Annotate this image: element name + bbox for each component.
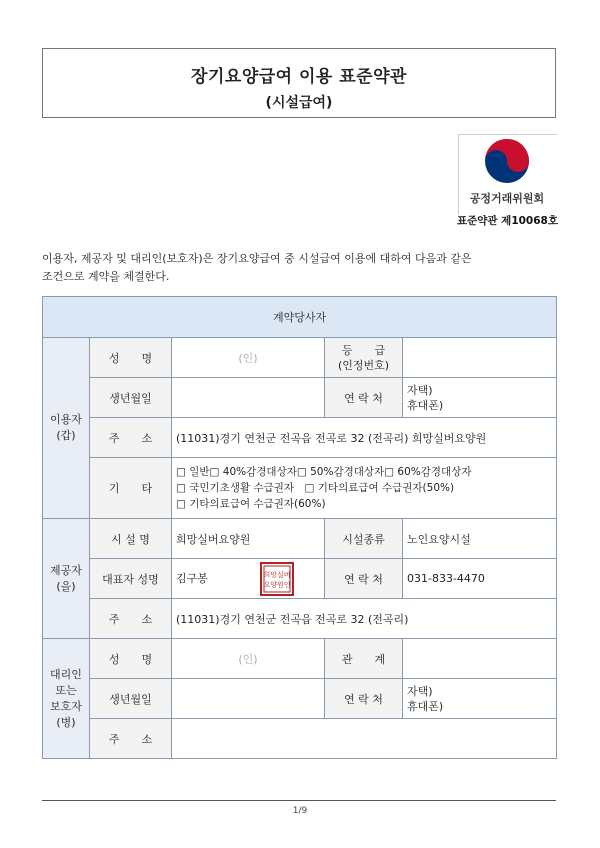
agent-relation-label: 관 계 [325, 639, 403, 679]
footer-divider [42, 800, 556, 801]
agent-birth-field[interactable] [172, 679, 325, 719]
facility-name-field[interactable]: 희망실버요양원 [172, 519, 325, 559]
agent-contact-field[interactable]: 자택) 휴대폰) [403, 679, 557, 719]
user-group-label: 이용자 (갑) [43, 338, 90, 519]
page-number: 1/9 [292, 806, 308, 816]
agent-name-label: 성 명 [90, 639, 172, 679]
agent-contact-label: 연 락 처 [325, 679, 403, 719]
intro-line: 이용자, 제공자 및 대리인(보호자)은 장기요양급여 중 시설급여 이용에 대하여 다음과 같은 [42, 252, 472, 265]
seal-placeholder: (인) [238, 351, 258, 365]
misc-option-line: □ 국민기초생활 수급권자 □ 기타의료급여 수급권자(50%) [176, 482, 455, 494]
agent-address-label: 주 소 [90, 719, 172, 759]
provider-address-label: 주 소 [90, 599, 172, 639]
user-misc-label: 기 타 [90, 458, 172, 519]
provider-contact-field[interactable]: 031-833-4470 [403, 559, 557, 599]
user-contact-field[interactable]: 자택) 휴대폰) [403, 378, 557, 418]
agent-name-field[interactable] [172, 639, 325, 679]
user-address-label: 주 소 [90, 418, 172, 458]
user-birth-field[interactable] [172, 378, 325, 418]
contract-parties-table [42, 296, 557, 759]
provider-group-label: 제공자 (을) [43, 519, 90, 639]
rep-name-field[interactable] [172, 559, 325, 599]
government-seal-icon [484, 138, 530, 184]
agency-name: 공정거래위원회 [469, 192, 545, 205]
rep-name-value: 김구봉 [176, 571, 208, 585]
table-header: 계약당사자 [43, 297, 557, 338]
provider-contact-label: 연 락 처 [325, 559, 403, 599]
title-box [42, 48, 556, 118]
misc-option-line: □ 기타의료급여 수급권자(60%) [176, 498, 326, 510]
user-name-label: 성 명 [90, 338, 172, 378]
document-title: 장기요양급여 이용 표준약관 [191, 67, 407, 87]
facility-type-label: 시설종류 [325, 519, 403, 559]
user-name-field[interactable] [172, 338, 325, 378]
user-misc-options[interactable] [172, 458, 557, 519]
agent-group-label: 대리인 또는 보호자 (병) [43, 639, 90, 759]
svg-text:희망실버: 희망실버 [263, 570, 291, 579]
intro-line: 조건으로 계약을 체결한다. [42, 270, 170, 283]
misc-option-line: □ 일반□ 40%감경대상자□ 50%감경대상자□ 60%감경대상자 [176, 466, 472, 478]
official-stamp-icon [259, 561, 295, 597]
rep-name-label: 대표자 성명 [90, 559, 172, 599]
user-grade-label: 등 급 (인정번호) [325, 338, 403, 378]
seal-placeholder: (인) [238, 652, 258, 666]
provider-address-field[interactable]: (11031)경기 연천군 전곡읍 전곡로 32 (전곡리) [172, 599, 557, 639]
svg-text:요양원인: 요양원인 [263, 580, 291, 589]
agent-birth-label: 생년월일 [90, 679, 172, 719]
document-subtitle: (시설급여) [265, 95, 333, 111]
user-contact-label: 연 락 처 [325, 378, 403, 418]
agent-address-field[interactable] [172, 719, 557, 759]
user-grade-field[interactable] [403, 338, 557, 378]
user-address-field[interactable]: (11031)경기 연천군 전곡읍 전곡로 32 (전곡리) 희망실버요양원 [172, 418, 557, 458]
facility-name-label: 시 설 명 [90, 519, 172, 559]
facility-type-field[interactable]: 노인요양시설 [403, 519, 557, 559]
agent-relation-field[interactable] [403, 639, 557, 679]
user-birth-label: 생년월일 [90, 378, 172, 418]
standard-number: 표준약관 제10068호 [456, 215, 558, 227]
intro-paragraph [42, 250, 556, 286]
